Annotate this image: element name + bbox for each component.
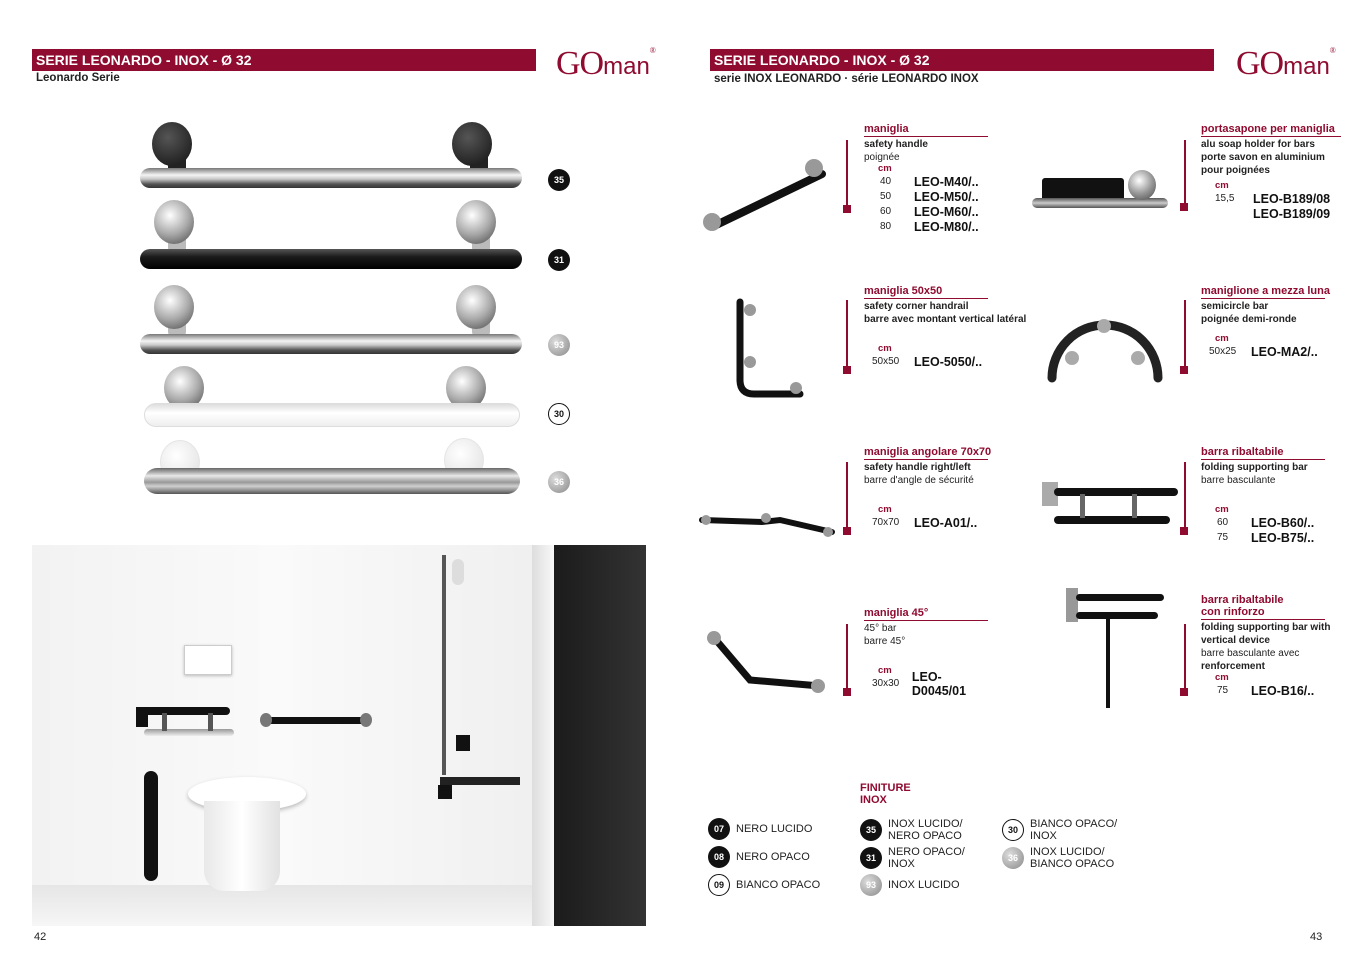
size: 50x50 [872,356,900,367]
finish-36 [1002,846,1126,870]
product-code: LEO-M40/.. [914,174,979,189]
logo-reg: ® [649,46,655,55]
product-desc: vertical device [1201,635,1270,646]
goman-logo-left [556,47,655,81]
product-image-angle-handle [696,500,846,550]
finish-badge: 30 [1002,819,1024,841]
right-page-number: 43 [1310,931,1323,943]
right-page-subheader: serie INOX LEONARDO · série LEONARDO INOX [714,73,979,85]
product-code: LEO-MA2/.. [1251,344,1318,359]
product-marker [1180,527,1188,535]
product-code: LEO-M60/.. [914,204,979,219]
product-desc: barre d'angle de sécurité [864,475,974,486]
finish-label: INOX LUCIDO [888,879,960,891]
product-marker [843,366,851,374]
finish-badge: 35 [860,819,882,841]
product-code: LEO-B189/08 [1253,191,1331,206]
unit-label: cm [1215,180,1229,191]
product-marker [1180,688,1188,696]
right-page-header: SERIE LEONARDO - INOX - Ø 32 [710,49,1214,71]
product-image-soap-holder [1032,168,1168,218]
finish-badge: 08 [708,846,730,868]
finish-30 [1002,818,1126,842]
product-title: barra ribaltabile [1201,594,1284,606]
product-image-maniglia [696,150,846,250]
product-desc: porte savon en aluminium [1201,152,1325,163]
product-rule [1184,462,1186,532]
product-desc: safety handle right/left [864,462,971,473]
product-title: maniglia angolare 70x70 [864,446,992,458]
logo-reg: ® [1329,46,1335,55]
finish-label: INOX LUCIDO/ NERO OPACO [888,818,963,842]
product-marker [1180,366,1188,374]
product-title: maniglia [864,123,988,137]
product-rule [1184,300,1186,370]
product-desc: poignée demi-ronde [1201,314,1297,325]
size: 70x70 [872,517,900,528]
size: 15,5 [1215,193,1235,204]
product-title: maniglione a mezza luna [1201,285,1330,297]
size: 60 [1217,517,1229,528]
unit-label: cm [878,163,892,174]
unit-label: cm [1215,504,1229,515]
product-code: LEO-D0045/01 [911,669,967,698]
size: 75 [1217,532,1229,543]
product-marker [843,688,851,696]
product-rule [846,300,848,370]
product-desc-en: safety handle [864,139,928,150]
finish-08 [708,846,810,868]
product-desc: pour poignées [1201,165,1270,176]
finish-label: NERO OPACO/ INOX [888,846,965,870]
finish-badge: 31 [548,249,570,271]
product-rule [1184,140,1186,210]
product-code: LEO-M80/.. [914,219,979,234]
finish-31 [860,846,974,870]
product-image-folding-bar [1040,480,1180,540]
product-desc-fr: poignée [864,152,900,163]
product-desc: barre 45° [864,636,906,647]
size: 75 [1217,685,1229,696]
product-code: LEO-5050/.. [914,354,983,369]
finish-badge: 36 [548,471,570,493]
product-desc: semicircle bar [1201,301,1269,312]
bathroom-photo [32,545,646,926]
product-desc: folding supporting bar [1201,462,1308,473]
finish-label: INOX LUCIDO/ BIANCO OPACO [1030,846,1115,870]
product-marker [843,527,851,535]
product-rule [846,462,848,532]
product-code: LEO-B16/.. [1251,683,1315,698]
product-rule [846,140,848,210]
finish-badge: 36 [1002,847,1024,869]
left-page-subheader: Leonardo Serie [36,72,120,84]
product-maniglia [864,123,988,234]
logo-go: GO [1236,45,1284,82]
product-desc: folding supporting bar with [1201,622,1331,633]
size: 50x25 [1209,346,1237,357]
size: 50 [880,191,892,202]
product-code: LEO-M50/.. [914,189,979,204]
unit-label: cm [1215,333,1229,344]
product-desc: alu soap holder for bars [1201,139,1315,150]
size: 60 [880,206,892,217]
product-image-corner-handrail [724,292,814,412]
left-page-number: 42 [34,931,47,943]
product-desc: 45° bar [864,623,897,634]
logo-man: man [603,53,650,80]
size: 40 [880,176,892,187]
product-title: maniglia 45° [864,607,988,621]
product-image-45-bar [700,628,830,698]
finish-07 [708,818,812,840]
finishes-title-line: INOX [860,794,887,806]
finish-label: BIANCO OPACO [736,879,821,891]
finish-35 [860,818,974,842]
unit-label: cm [878,504,892,515]
finish-badge: 93 [860,874,882,896]
finish-label: NERO OPACO [736,851,810,863]
product-rule [1184,624,1186,694]
product-soap-holder [1201,123,1341,221]
finish-badge: 07 [708,818,730,840]
product-image-folding-bar-reinforced [1066,588,1166,710]
product-desc: renforcement [1201,661,1265,672]
product-angle-handle [864,446,992,530]
finishes-title-line: FINITURE [860,782,911,794]
finish-label: BIANCO OPACO/ INOX [1030,818,1118,842]
product-desc: safety corner handrail [864,301,969,312]
product-45-bar [864,607,988,698]
left-page-header: SERIE LEONARDO - INOX - Ø 32 [32,49,536,71]
finish-badge: 30 [548,403,570,425]
product-maniglia-50x50 [864,285,1027,369]
product-code: LEO-B60/.. [1251,515,1315,530]
size: 30x30 [872,678,900,689]
product-folding-bar [1201,446,1325,545]
product-code: LEO-B189/09 [1253,206,1331,221]
finish-label: NERO LUCIDO [736,823,813,835]
finish-93 [860,874,960,896]
product-title: maniglia 50x50 [864,285,988,299]
finish-09 [708,874,820,896]
logo-go: GO [556,45,604,82]
unit-label: cm [878,665,892,676]
product-desc: barre basculante avec [1201,648,1300,659]
finishes-title [860,782,911,806]
goman-logo-right [1236,47,1335,81]
finish-badge: 35 [548,169,570,191]
size: 80 [880,221,892,232]
unit-label: cm [1215,672,1229,683]
finish-badge: 09 [708,874,730,896]
product-desc: barre basculante [1201,475,1276,486]
product-half-moon [1201,285,1330,359]
product-code: LEO-A01/.. [914,515,978,530]
product-marker [843,205,851,213]
product-desc: barre avec montant vertical latéral [864,314,1027,325]
product-title-2: con rinforzo [1201,606,1325,620]
unit-label: cm [878,343,892,354]
product-code: LEO-B75/.. [1251,530,1315,545]
product-rule [846,624,848,694]
product-folding-bar-reinforced [1201,594,1331,698]
finish-badge: 31 [860,847,882,869]
logo-man: man [1283,53,1330,80]
product-image-semicircle-bar [1040,298,1170,388]
product-title: portasapone per maniglia [1201,123,1341,137]
product-marker [1180,203,1188,211]
finish-badge: 93 [548,334,570,356]
product-title: barra ribaltabile [1201,446,1325,460]
